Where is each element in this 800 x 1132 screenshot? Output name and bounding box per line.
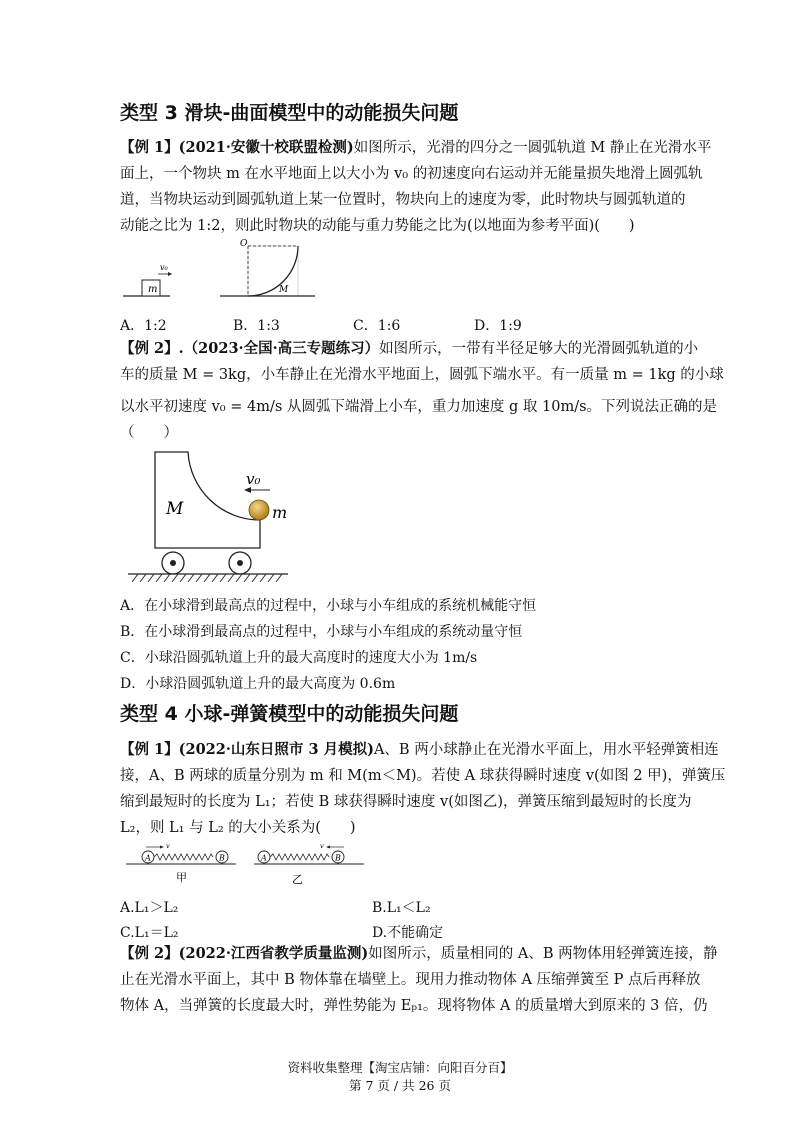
label-v: v: [320, 842, 324, 850]
example-text: A、B 两小球静止在光滑水平面上，用水平轻弹簧相连: [373, 742, 719, 758]
example-tag: 【例 2】.（2023·全国·高三专题练习）: [120, 340, 380, 357]
option-d: D.不能确定: [372, 925, 444, 941]
footer-source: 资料收集整理【淘宝店铺：向阳百分百】: [287, 1060, 513, 1075]
example-2-line-2: 止在光滑水平面上，其中 B 物体靠在墙壁上。现用力推动物体 A 压缩弹簧至 P 点后再释放: [120, 972, 701, 988]
option-b: B．1:3: [233, 318, 280, 334]
label-B: B: [335, 853, 341, 863]
label-m: m: [148, 284, 158, 295]
label-B: B: [219, 853, 225, 863]
option-a: A.L₁＞L₂: [120, 900, 179, 916]
example-1-line-4: L₂，则 L₁ 与 L₂ 的大小关系为( ): [120, 820, 356, 836]
example-2-line-4: （ ）: [120, 425, 178, 441]
label-v: v: [166, 842, 170, 850]
label-A: A: [145, 853, 151, 863]
example-1-line-2: 接，A、B 两球的质量分别为 m 和 M(m＜M)。若使 A 球获得瞬时速度 v(如图 2 甲)，弹簧压: [120, 768, 726, 784]
example-tag: 【例 1】(2022·山东日照市 3 月模拟): [120, 741, 374, 758]
arrowhead: [168, 272, 172, 276]
label-M: M: [166, 499, 184, 519]
label-v0: v₀: [160, 263, 168, 272]
label-M: M: [279, 285, 289, 295]
diagram-jia: [126, 842, 236, 884]
example-2-line-3: 物体 A，当弹簧的长度最大时，弹性势能为 Eₚ₁。现将物体 A 的质量增大到原来的 3 倍，仍: [120, 998, 708, 1014]
example-2-line-2: 车的质量 M = 3kg，小车静止在光滑水平地面上，圆弧下端水平。有一质量 m = 1kg 的小球: [120, 367, 724, 383]
example-tag: 【例 1】(2021·安徽十校联盟检测): [120, 139, 354, 156]
spring: [270, 854, 329, 860]
option-b: B．在小球滑到最高点的过程中，小球与小车组成的系统动量守恒: [120, 624, 523, 640]
option-a: A．在小球滑到最高点的过程中，小球与小车组成的系统机械能守恒: [120, 598, 537, 614]
option-c: C.L₁＝L₂: [120, 925, 179, 941]
wheel-hub-left: [170, 560, 176, 566]
example-text: 如图所示，质量相同的 A、B 两物体用轻弹簧连接，静: [368, 946, 718, 962]
arrowhead: [326, 846, 330, 849]
label-v0: v₀: [246, 470, 261, 488]
arc-frame: [248, 246, 298, 296]
example-tag: 【例 2】(2022·江西省教学质量监测): [120, 945, 369, 962]
label-O: O: [240, 239, 248, 249]
ball-m: [249, 500, 269, 520]
example-1-line-2: 面上，一个物块 m 在水平地面上以大小为 v₀ 的初速度向右运动并无能量损失地滑上圆弧轨: [120, 166, 703, 182]
example-2-line-1: [120, 941, 718, 968]
spring: [154, 854, 213, 860]
section-title-4: 类型 4 小球-弹簧模型中的动能损失问题: [120, 703, 459, 725]
arc-track-M: [248, 246, 298, 296]
diagram-yi: [254, 842, 364, 886]
example-1-line-4: 动能之比为 1:2，则此时物块的动能与重力势能之比为(以地面为参考平面)( ): [120, 218, 635, 234]
label-yi: 乙: [292, 873, 303, 886]
wheel-hub-right: [237, 560, 243, 566]
example-2-line-3: 以水平初速度 v₀ = 4m/s 从圆弧下端滑上小车，重力加速度 g 取 10m/s。下列说法正确的是: [120, 399, 718, 415]
label-m: m: [272, 503, 288, 522]
option-a: A．1:2: [120, 318, 167, 334]
block-arc-figure: [120, 236, 320, 304]
page-number: 第 7 页 / 共 26 页: [349, 1078, 451, 1093]
example-1-line-3: 道，当物块运动到圆弧轨道上某一位置时，物块向上的速度为零，此时物块与圆弧轨道的: [120, 192, 686, 208]
example-1-line-3: 缩到最短时的长度为 L₁；若使 B 球获得瞬时速度 v(如图乙)，弹簧压缩到最短时的长度为: [120, 794, 692, 810]
section-title-3: 类型 3 滑块-曲面模型中的动能损失问题: [120, 102, 459, 124]
example-2-line-1: [120, 336, 698, 363]
example-text: 如图所示，光滑的四分之一圆弧轨道 M 静止在光滑水平: [353, 140, 712, 156]
example-1-line-1: [120, 737, 719, 764]
example-1-line-1: [120, 135, 711, 162]
option-d: D．1:9: [474, 318, 522, 334]
spring-figure: [124, 842, 369, 886]
option-c: C．1:6: [353, 318, 401, 334]
example-text: 如图所示，一带有半径足够大的光滑圆弧轨道的小: [379, 341, 699, 357]
option-c: C．小球沿圆弧轨道上升的最大高度时的速度大小为 1m/s: [120, 650, 478, 666]
label-jia: 甲: [176, 871, 187, 884]
option-b: B.L₁＜L₂: [372, 900, 431, 916]
ground-hatching: [132, 574, 282, 582]
label-A: A: [261, 853, 267, 863]
option-d: D．小球沿圆弧轨道上升的最大高度为 0.6m: [120, 676, 396, 692]
cart-ball-figure: [120, 448, 300, 588]
arrowhead: [160, 846, 164, 849]
